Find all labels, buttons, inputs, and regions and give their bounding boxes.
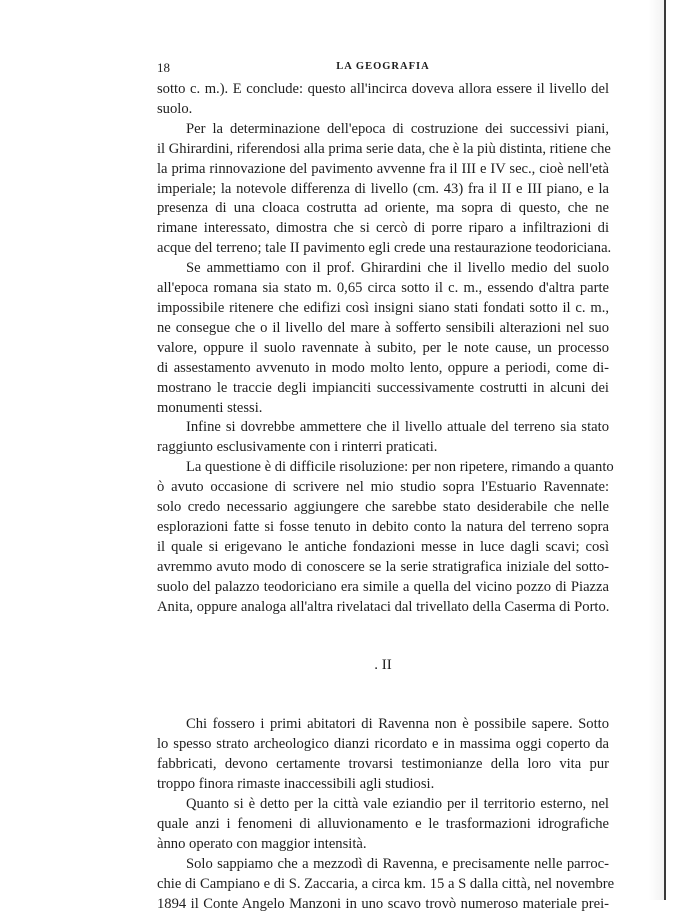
text-line: all'epoca romana sia stato m. 0,65 circa sotto il c. m., essendo d'altra parte [157,280,609,297]
text-line: suolo del palazzo teodoriciano era simile a quella del vicino pozzo di Piazza [157,578,609,595]
text-line: troppo finora rimaste inaccessibili agli studiosi. [157,776,435,793]
text-line: Chi fossero i primi abitatori di Ravenna non è possibile sapere. Sotto [186,716,609,733]
text-line: presenza di una cloaca costrutta ad oriente, ma sopra di questo, che ne [157,200,609,217]
text-line: ne consegue che o il livello del mare à sofferto sensibili alterazioni nel suo [157,319,609,336]
text-line: lo spesso strato archeologico dianzi ricordato e in massima oggi coperto da [157,736,609,753]
text-line: fabbricati, devono certamente trovarsi testimonianze della loro vita pur [157,756,609,773]
page-number: 18 [157,60,170,75]
text-line: esplorazioni fatte si fosse tenuto in debito conto la natura del terreno sopra [157,518,609,535]
body-text [157,80,615,914]
text-line: 1894 il Conte Angelo Manzoni in uno scavo trovò numeroso materiale prei- [157,895,609,912]
section-gap-bottom [157,676,609,715]
text-block-part1 [157,80,614,617]
page-edge-line [664,0,666,900]
text-line: quale anzi i fenomeni di alluvionamento e le trasformazioni idrografiche [157,815,609,832]
text-line: valore, oppure il suolo ravennate à subito, per le note cause, un processo [157,339,609,356]
text-line: mostrano le traccie degli impianciti successivamente costrutti in alcuni dei [157,379,609,396]
text-line: la prima rinnovazione del pavimento avvenne fra il III e IV sec., cioè nell'età [157,160,609,177]
text-line: solo credo necessario aggiungere che sarebbe stato desiderabile che nelle [157,499,609,516]
text-line: il Ghirardini, riferendosi alla prima serie data, che è la più distinta, ritiene che [157,140,611,157]
running-title: LA GEOGRAFIA [336,61,430,72]
text-line: suolo. [157,100,193,117]
text-line: avremmo avuto modo di conoscere se la serie stratigrafica iniziale del sotto- [157,558,609,575]
text-line: imperiale; la notevole differenza di livello (cm. 43) fra il II e III piano, e la [157,180,609,197]
text-line: Anita, oppure analoga all'altra rivelataci dal trivellato della Caserma di Porto. [157,598,610,615]
text-line: impossibile ritenere che edifizi così insigni siano stati fondati sotto il c. m., [157,299,609,316]
text-line: Solo sappiamo che a mezzodì di Ravenna, e precisamente nelle parroc- [186,855,609,872]
text-line: La questione è di difficile risoluzione: per non ripetere, rimando a quanto [186,459,614,476]
text-line: il quale si erigevano le antiche fondazioni messe in luce dagli scavi; così [157,538,609,555]
text-line: ànno operato con maggior intensità. [157,835,367,852]
text-line: ò avuto occasione di scrivere nel mio studio sopra l'Estuario Ravennate: [157,479,609,496]
text-line: acque del terreno; tale II pavimento egli crede una restaurazione teodoriciana. [157,240,612,257]
text-line: raggiunto esclusivamente con i rinterri praticati. [157,439,438,456]
section-heading: . II [374,657,392,674]
text-line: chie di Campiano e di S. Zaccaria, a circa km. 15 a S dalla città, nel novembre [157,875,615,892]
text-line: sotto c. m.). E conclude: questo all'incirca doveva allora essere il livello del [157,81,609,97]
text-line: Infine si dovrebbe ammettere che il livello attuale del terreno sia stato [186,419,609,436]
text-line: rimane interessato, dimostra che si cercò di porre riparo a infiltrazioni di [157,220,609,237]
text-block-part2 [157,715,615,914]
text-line: Se ammettiamo con il prof. Ghirardini che il livello medio del suolo [186,260,609,277]
text-line: monumenti stessi. [157,399,263,416]
text-line: Quanto si è detto per la città vale eziandio per il territorio esterno, nel [186,795,609,812]
text-line: di assestamento avvenuto in modo molto lento, oppure a periodi, come di- [157,359,609,376]
page-fold-shadow [648,0,664,900]
page-header [157,60,609,76]
text-line: Per la determinazione dell'epoca di costruzione dei successivi piani, [186,120,609,137]
section-gap-top [157,617,609,656]
